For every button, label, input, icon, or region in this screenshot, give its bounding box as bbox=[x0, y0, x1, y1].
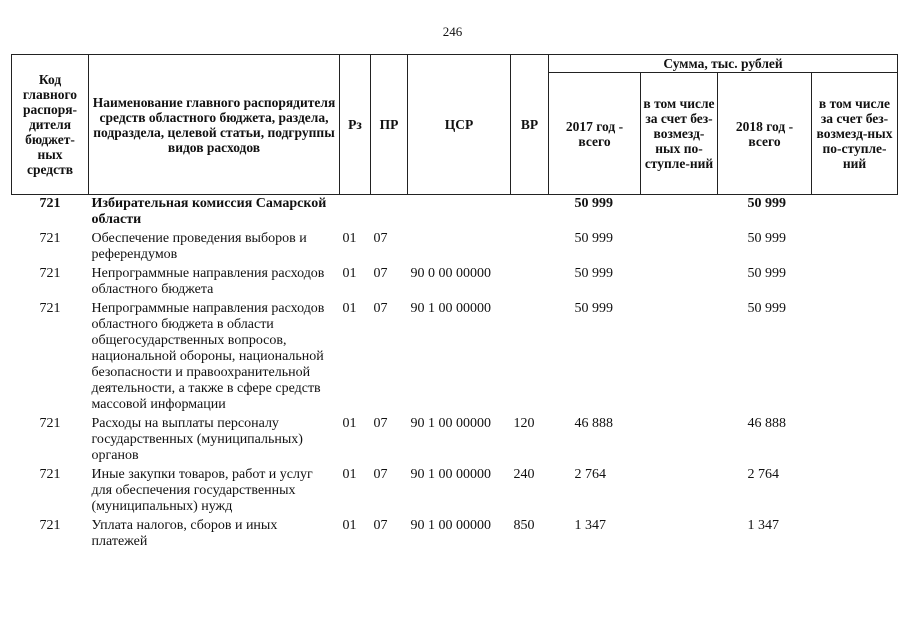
cell-2018-free bbox=[812, 265, 898, 300]
cell-code: 721 bbox=[39, 518, 61, 533]
cell-csr: 90 1 00 00000 bbox=[410, 467, 491, 482]
cell-vr bbox=[511, 265, 549, 300]
header-2018-free: в том числе за счет без-возмезд-ных по-ступле-ний bbox=[812, 73, 898, 195]
cell-2017-free bbox=[641, 415, 718, 466]
cell-vr: 120 bbox=[513, 416, 535, 431]
table-row bbox=[12, 517, 898, 552]
cell-2017-total: 1 347 bbox=[574, 518, 606, 533]
cell-2017-total: 2 764 bbox=[574, 467, 606, 482]
cell-pr: 07 bbox=[373, 518, 388, 533]
cell-name: Непрограммные направления расходов областного бюджета в области общегосударственных вопросов, национальной обороны, национальной безопасности и правоохранительной деятельности, а также в сфере средств массовой информации bbox=[91, 301, 325, 412]
table-row bbox=[12, 300, 898, 415]
header-2018-total: 2018 год - всего bbox=[718, 73, 812, 195]
cell-rz: 01 bbox=[342, 416, 357, 431]
cell-pr bbox=[371, 195, 408, 231]
cell-2018-free bbox=[812, 415, 898, 466]
cell-2017-free bbox=[641, 466, 718, 517]
cell-vr bbox=[511, 300, 549, 415]
cell-pr: 07 bbox=[373, 301, 388, 316]
cell-2017-total: 50 999 bbox=[574, 301, 613, 316]
cell-rz: 01 bbox=[342, 518, 357, 533]
cell-pr: 07 bbox=[373, 266, 388, 281]
cell-csr bbox=[408, 230, 511, 265]
cell-csr: 90 1 00 00000 bbox=[410, 416, 491, 431]
cell-name: Избирательная комиссия Самарской области bbox=[91, 196, 327, 227]
cell-code: 721 bbox=[39, 231, 61, 246]
cell-2017-total: 50 999 bbox=[574, 196, 613, 211]
cell-rz: 01 bbox=[342, 301, 357, 316]
cell-2018-total: 2 764 bbox=[747, 467, 779, 482]
cell-vr: 850 bbox=[513, 518, 535, 533]
cell-code: 721 bbox=[39, 467, 61, 482]
cell-pr: 07 bbox=[373, 467, 388, 482]
cell-2018-total: 50 999 bbox=[747, 196, 786, 211]
header-rz: Рз bbox=[340, 55, 371, 195]
cell-2018-total: 50 999 bbox=[747, 266, 786, 281]
cell-vr bbox=[511, 195, 549, 231]
header-2017-total: 2017 год - всего bbox=[549, 73, 641, 195]
cell-csr: 90 0 00 00000 bbox=[410, 266, 491, 281]
cell-name: Обеспечение проведения выборов и референдумов bbox=[91, 231, 307, 262]
cell-code: 721 bbox=[39, 301, 61, 316]
cell-2017-free bbox=[641, 195, 718, 231]
cell-2018-free bbox=[812, 517, 898, 552]
header-code: Код главного распоря-дителя бюджет-ных средств bbox=[12, 55, 89, 195]
cell-code: 721 bbox=[39, 196, 61, 211]
cell-name: Иные закупки товаров, работ и услуг для обеспечения государственных (муниципальных) нужд bbox=[91, 467, 313, 514]
header-pr: ПР bbox=[371, 55, 408, 195]
cell-2017-free bbox=[641, 517, 718, 552]
cell-2018-total: 50 999 bbox=[747, 231, 786, 246]
cell-pr: 07 bbox=[373, 416, 388, 431]
cell-2017-free bbox=[641, 265, 718, 300]
cell-2018-free bbox=[812, 300, 898, 415]
cell-2018-total: 50 999 bbox=[747, 301, 786, 316]
cell-vr bbox=[511, 230, 549, 265]
cell-code: 721 bbox=[39, 266, 61, 281]
cell-2018-free bbox=[812, 195, 898, 231]
cell-2018-free bbox=[812, 466, 898, 517]
header-name: Наименование главного распорядителя средств областного бюджета, раздела, подраздела, целевой статьи, подгруппы видов расходов bbox=[89, 55, 340, 195]
cell-2017-total: 46 888 bbox=[574, 416, 613, 431]
page-number: 246 bbox=[442, 24, 463, 39]
cell-vr: 240 bbox=[513, 467, 535, 482]
header-csr: ЦСР bbox=[408, 55, 511, 195]
table-row bbox=[12, 195, 898, 231]
cell-2018-total: 1 347 bbox=[747, 518, 779, 533]
cell-rz: 01 bbox=[342, 266, 357, 281]
cell-csr bbox=[408, 195, 511, 231]
table-row bbox=[12, 265, 898, 300]
cell-2018-total: 46 888 bbox=[747, 416, 786, 431]
table-row bbox=[12, 415, 898, 466]
cell-csr: 90 1 00 00000 bbox=[410, 518, 491, 533]
table-row bbox=[12, 230, 898, 265]
cell-2017-total: 50 999 bbox=[574, 231, 613, 246]
cell-csr: 90 1 00 00000 bbox=[410, 301, 491, 316]
cell-2017-free bbox=[641, 300, 718, 415]
cell-2017-total: 50 999 bbox=[574, 266, 613, 281]
header-vr: ВР bbox=[511, 55, 549, 195]
budget-table bbox=[11, 54, 898, 552]
table-row bbox=[12, 466, 898, 517]
cell-2017-free bbox=[641, 230, 718, 265]
header-sum: Сумма, тыс. рублей bbox=[549, 55, 898, 73]
cell-code: 721 bbox=[39, 416, 61, 431]
cell-rz: 01 bbox=[342, 231, 357, 246]
cell-name: Непрограммные направления расходов областного бюджета bbox=[91, 266, 325, 297]
cell-pr: 07 bbox=[373, 231, 388, 246]
cell-rz bbox=[340, 195, 371, 231]
cell-name: Уплата налогов, сборов и иных платежей bbox=[91, 518, 278, 549]
header-2017-free: в том числе за счет без-возмезд-ных по-ступле-ний bbox=[641, 73, 718, 195]
cell-rz: 01 bbox=[342, 467, 357, 482]
cell-2018-free bbox=[812, 230, 898, 265]
cell-name: Расходы на выплаты персоналу государственных (муниципальных) органов bbox=[91, 416, 303, 463]
